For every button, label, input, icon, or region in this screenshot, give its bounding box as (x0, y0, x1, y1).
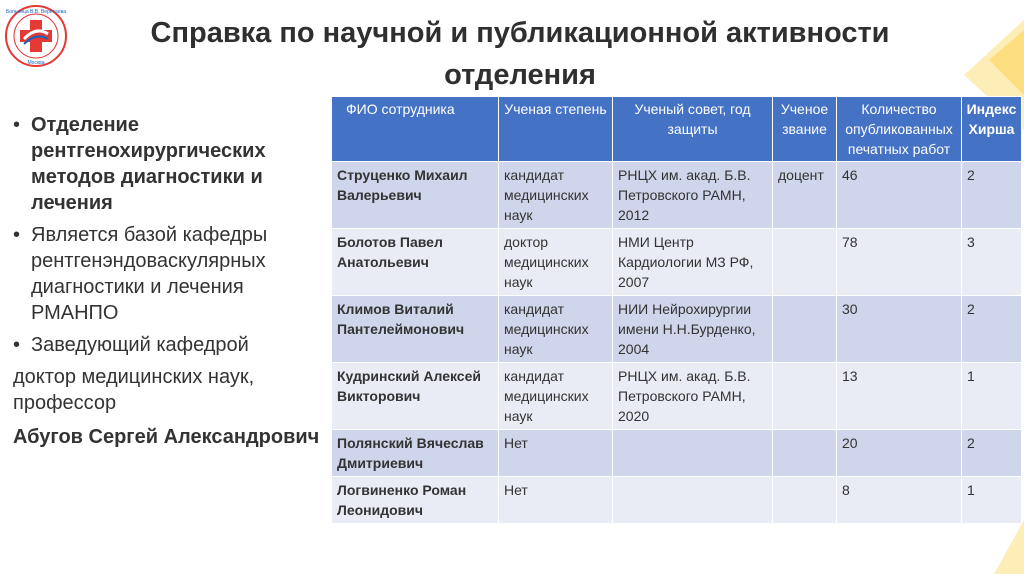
table-row (332, 296, 1022, 363)
cell-council: РНЦХ им. акад. Б.В. Петровского РАМН, 2012 (613, 162, 773, 229)
col-header-hirsch: Индекс Хирша (962, 97, 1022, 162)
head-name: Абугов Сергей Александрович (13, 426, 320, 448)
cell-degree: Нет (499, 430, 613, 477)
table-row (332, 363, 1022, 430)
head-degree: доктор медицинских наук, профессор (13, 366, 255, 414)
cell-fio: Струценко Михаил Валерьевич (332, 162, 499, 229)
cell-council (613, 477, 773, 524)
cell-rank: доцент (773, 162, 837, 229)
bullet-dot-icon: • (13, 334, 21, 356)
page-title: Справка по научной и публикационной активности отделения (150, 17, 890, 91)
cell-publications: 13 (837, 363, 962, 430)
cell-hirsch: 1 (962, 477, 1022, 524)
cell-degree: кандидат медицинских наук (499, 363, 613, 430)
head-label: Заведующий кафедрой (31, 334, 249, 356)
cell-council: РНЦХ им. акад. Б.В. Петровского РАМН, 2020 (613, 363, 773, 430)
table-row (332, 229, 1022, 296)
cell-fio: Кудринский Алексей Викторович (332, 363, 499, 430)
base-text: Является базой кафедры рентгенэндоваскулярных диагностики и лечения РМАНПО (31, 224, 268, 324)
cell-council: НМИ Центр Кардиологии МЗ РФ, 2007 (613, 229, 773, 296)
cell-hirsch: 2 (962, 162, 1022, 229)
cell-degree: кандидат медицинских наук (499, 162, 613, 229)
table-row (332, 162, 1022, 229)
cell-hirsch: 1 (962, 363, 1022, 430)
staff-table (331, 96, 1022, 524)
cell-fio: Логвиненко Роман Леонидович (332, 477, 499, 524)
cell-publications: 8 (837, 477, 962, 524)
cell-degree: Нет (499, 477, 613, 524)
table-row (332, 430, 1022, 477)
cell-fio: Климов Виталий Пантелеймонович (332, 296, 499, 363)
cell-degree: кандидат медицинских наук (499, 296, 613, 363)
logo-top-text: Больница В.В. Вересаева (5, 9, 67, 15)
department-name: Отделение рентгенохирургических методов диагностики и лечения (31, 114, 266, 214)
cell-council (613, 430, 773, 477)
cell-fio: Болотов Павел Анатольевич (332, 229, 499, 296)
cell-publications: 46 (837, 162, 962, 229)
cell-publications: 30 (837, 296, 962, 363)
bullet-dot-icon: • (13, 224, 21, 246)
bullet-dot-icon: • (13, 114, 21, 136)
table-header-row (332, 97, 1022, 162)
cell-publications: 20 (837, 430, 962, 477)
bullet-base (13, 222, 323, 326)
col-header-fio: ФИО сотрудника (332, 97, 499, 162)
col-header-publications: Количество опубликованных печатных работ (837, 97, 962, 162)
department-info (13, 112, 323, 450)
cell-hirsch: 3 (962, 229, 1022, 296)
logo-bottom-text: Москва (27, 60, 45, 66)
cell-rank (773, 477, 837, 524)
cell-rank (773, 229, 837, 296)
cell-publications: 78 (837, 229, 962, 296)
table-row (332, 477, 1022, 524)
cell-degree: доктор медицинских наук (499, 229, 613, 296)
bullet-department (13, 112, 323, 216)
cell-council: НИИ Нейрохирургии имени Н.Н.Бурденко, 2004 (613, 296, 773, 363)
col-header-degree: Ученая степень (499, 97, 613, 162)
cell-rank (773, 430, 837, 477)
cell-rank (773, 363, 837, 430)
cell-fio: Полянский Вячеслав Дмитриевич (332, 430, 499, 477)
col-header-council: Ученый совет, год защиты (613, 97, 773, 162)
bullet-head (13, 332, 323, 358)
cell-hirsch: 2 (962, 296, 1022, 363)
hospital-logo-icon (4, 4, 68, 68)
cell-hirsch: 2 (962, 430, 1022, 477)
col-header-rank: Ученое звание (773, 97, 837, 162)
cell-rank (773, 296, 837, 363)
